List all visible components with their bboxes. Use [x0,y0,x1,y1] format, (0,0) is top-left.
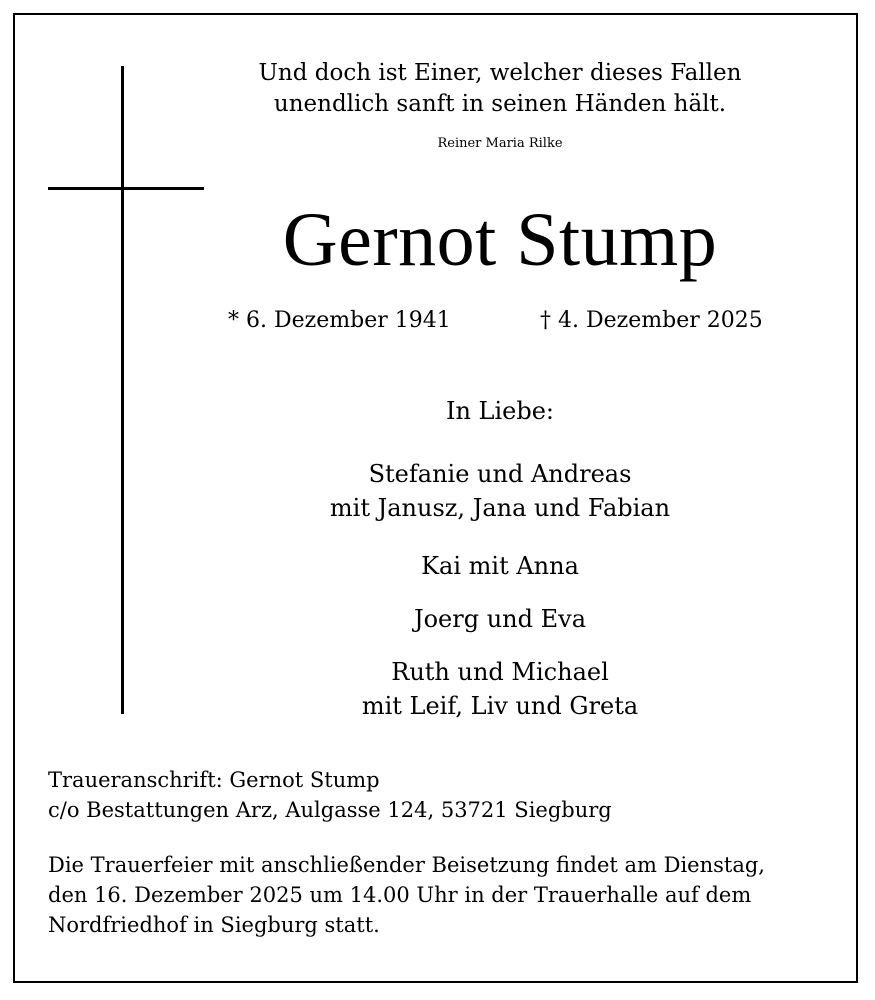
address-line-2: c/o Bestattungen Arz, Aulgasse 124, 53721 Siegburg [48,798,612,822]
mourner-group-1-line-1: Stefanie und Andreas [368,460,632,488]
quote-line-2: unendlich sanft in seinen Händen hält. [273,91,727,117]
cross-icon-vertical [121,66,124,714]
death-date: † 4. Dezember 2025 [540,308,763,333]
ceremony-line-1: Die Trauerfeier mit anschließender Beisetzung findet am Dienstag, [48,853,765,877]
rilke-quote [200,58,800,120]
funeral-ceremony-info [48,850,848,940]
mourner-group-2: Kai mit Anna [421,552,579,580]
mourners-intro: In Liebe: [445,397,555,425]
ceremony-line-2: den 16. Dezember 2025 um 14.00 Uhr in der Trauerhalle auf dem [48,883,752,907]
mourning-address [48,765,848,825]
mourner-group-4-line-2: mit Leif, Liv und Greta [361,692,639,720]
ceremony-line-3: Nordfriedhof in Siegburg statt. [48,913,380,937]
quote-line-1: Und doch ist Einer, welcher dieses Fallen [258,60,742,86]
mourner-group-4 [200,655,800,723]
mourner-group-3: Joerg und Eva [413,605,587,633]
birth-date: * 6. Dezember 1941 [228,308,451,333]
mourner-group-4-line-1: Ruth und Michael [391,658,609,686]
mourner-group-1 [200,457,800,525]
deceased-name: Gernot Stump [282,198,718,282]
mourner-group-1-line-2: mit Janusz, Jana und Fabian [329,494,671,522]
quote-author: Reiner Maria Rilke [437,136,563,151]
address-line-1: Traueranschrift: Gernot Stump [48,768,380,792]
cross-icon-horizontal [48,187,204,190]
